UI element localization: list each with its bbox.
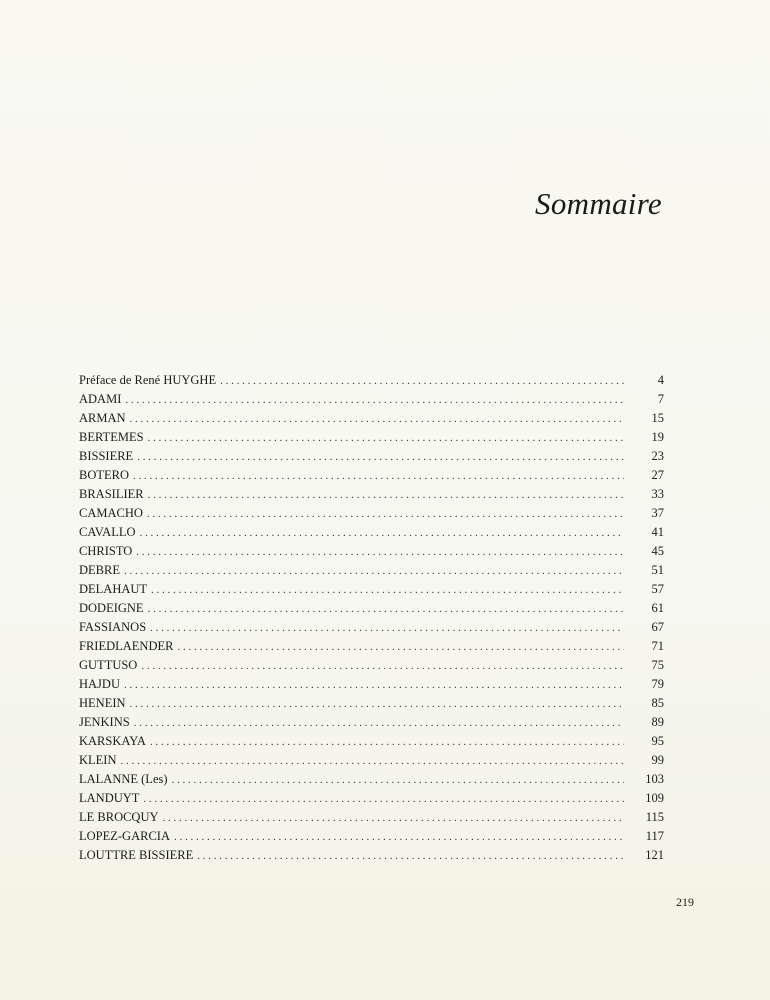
toc-entry-name: DEBRE	[79, 563, 120, 577]
toc-leader-dots	[151, 581, 624, 600]
toc-leader-dots	[134, 714, 624, 733]
toc-leader-dots	[148, 486, 624, 505]
toc-entry	[79, 523, 664, 542]
toc-leader-dots	[172, 771, 624, 790]
toc-entry	[79, 428, 664, 447]
toc-entry	[79, 637, 664, 656]
toc-entry-name: ARMAN	[79, 411, 126, 425]
toc-entry	[79, 656, 664, 675]
toc-leader-dots	[148, 600, 624, 619]
toc-entry-page: 19	[651, 430, 664, 444]
toc-entry-page: 75	[651, 658, 664, 672]
toc-entry	[79, 694, 664, 713]
toc-entry-page: 4	[657, 373, 664, 387]
toc-entry-page: 103	[645, 772, 664, 786]
toc-entry-page: 7	[657, 392, 664, 406]
toc-entry	[79, 466, 664, 485]
toc-entry-name: LANDUYT	[79, 791, 140, 805]
toc-entry-name: CAMACHO	[79, 506, 143, 520]
toc-entry-page: 71	[651, 639, 664, 653]
toc-entry-name: Préface de René HUYGHE	[79, 373, 217, 387]
toc-entry-name: JENKINS	[79, 715, 130, 729]
toc-entry	[79, 390, 664, 409]
toc-entry-page: 23	[651, 449, 664, 463]
toc-entry	[79, 542, 664, 561]
toc-entry-page: 79	[651, 677, 664, 691]
toc-entry-page: 121	[645, 848, 664, 862]
toc-leader-dots	[147, 505, 624, 524]
toc-entry-page: 37	[651, 506, 664, 520]
toc-entry	[79, 447, 664, 466]
toc-leader-dots	[143, 790, 624, 809]
toc-entry-name: LOUTTRE BISSIERE	[79, 848, 194, 862]
toc-leader-dots	[220, 372, 624, 391]
toc-entry	[79, 618, 664, 637]
toc-entry	[79, 675, 664, 694]
toc-leader-dots	[141, 657, 624, 676]
toc-leader-dots	[140, 524, 625, 543]
toc-entry-name: LE BROCQUY	[79, 810, 159, 824]
toc-entry-name: BISSIERE	[79, 449, 134, 463]
toc-entry-name: KARSKAYA	[79, 734, 146, 748]
toc-entry-name: LALANNE (Les)	[79, 772, 168, 786]
toc-entry-page: 115	[645, 810, 664, 824]
toc-entry-name: HENEIN	[79, 696, 126, 710]
toc-entry-name: ADAMI	[79, 392, 122, 406]
toc-entry	[79, 808, 664, 827]
toc-leader-dots	[130, 410, 624, 429]
toc-leader-dots	[124, 676, 624, 695]
toc-entry-name: HAJDU	[79, 677, 120, 691]
toc-leader-dots	[121, 752, 625, 771]
toc-entry-page: 33	[651, 487, 664, 501]
toc-entry	[79, 846, 664, 865]
toc-entry-name: FRIEDLAENDER	[79, 639, 174, 653]
toc-entry-name: FASSIANOS	[79, 620, 147, 634]
toc-entry-page: 109	[645, 791, 664, 805]
toc-entry-page: 67	[651, 620, 664, 634]
toc-entry-page: 57	[651, 582, 664, 596]
page-number: 219	[676, 895, 694, 909]
toc-entry	[79, 599, 664, 618]
toc-entry	[79, 371, 664, 390]
table-of-contents	[79, 371, 664, 865]
toc-entry	[79, 732, 664, 751]
toc-entry	[79, 504, 664, 523]
toc-entry-page: 85	[651, 696, 664, 710]
toc-leader-dots	[133, 467, 624, 486]
toc-leader-dots	[163, 809, 624, 828]
toc-leader-dots	[125, 391, 624, 410]
toc-entry-name: CHRISTO	[79, 544, 133, 558]
toc-entry-page: 99	[651, 753, 664, 767]
toc-entry-name: CAVALLO	[79, 525, 136, 539]
toc-entry-page: 51	[651, 563, 664, 577]
toc-entry-page: 45	[651, 544, 664, 558]
toc-entry-page: 27	[651, 468, 664, 482]
toc-entry-name: DODEIGNE	[79, 601, 144, 615]
toc-leader-dots	[174, 828, 624, 847]
toc-leader-dots	[150, 619, 624, 638]
toc-entry-page: 117	[645, 829, 664, 843]
toc-entry	[79, 789, 664, 808]
toc-entry-name: BRASILIER	[79, 487, 144, 501]
toc-entry-page: 61	[651, 601, 664, 615]
toc-entry-page: 89	[651, 715, 664, 729]
toc-entry	[79, 827, 664, 846]
toc-entry	[79, 713, 664, 732]
toc-leader-dots	[137, 448, 624, 467]
toc-entry	[79, 770, 664, 789]
toc-entry-name: KLEIN	[79, 753, 117, 767]
toc-entry-name: DELAHAUT	[79, 582, 148, 596]
toc-entry-name: BOTERO	[79, 468, 129, 482]
toc-entry-page: 41	[651, 525, 664, 539]
toc-leader-dots	[124, 562, 624, 581]
toc-leader-dots	[148, 429, 624, 448]
toc-entry	[79, 409, 664, 428]
toc-entry-name: GUTTUSO	[79, 658, 138, 672]
toc-entry-name: LOPEZ-GARCIA	[79, 829, 170, 843]
toc-leader-dots	[130, 695, 624, 714]
toc-entry	[79, 580, 664, 599]
toc-entry-page: 95	[651, 734, 664, 748]
toc-entry	[79, 485, 664, 504]
toc-entry	[79, 751, 664, 770]
toc-entry-name: BERTEMES	[79, 430, 144, 444]
toc-entry-page: 15	[651, 411, 664, 425]
toc-leader-dots	[136, 543, 624, 562]
toc-leader-dots	[197, 847, 624, 866]
toc-leader-dots	[150, 733, 624, 752]
page-title: Sommaire	[535, 186, 662, 221]
toc-leader-dots	[177, 638, 624, 657]
toc-entry	[79, 561, 664, 580]
